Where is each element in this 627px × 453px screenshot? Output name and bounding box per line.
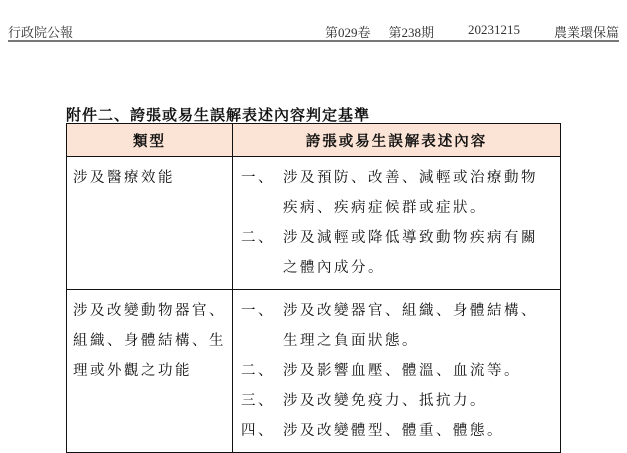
document-title: 附件二、誇張或易生誤解表述內容判定基準 bbox=[66, 106, 371, 124]
item-text: 涉及減輕或降低導致動物疾病有關之體內成分。 bbox=[283, 230, 538, 276]
type-cell: 涉及改變動物器官、組織、身體結構、生理或外觀之功能 bbox=[67, 290, 233, 453]
section: 農業環保篇 bbox=[553, 25, 619, 40]
criteria-table bbox=[66, 123, 561, 453]
item-text: 涉及影響血壓、體溫、血流等。 bbox=[283, 363, 521, 379]
column-header: 誇張或易生誤解表述內容 bbox=[233, 124, 561, 157]
list-item bbox=[241, 356, 552, 386]
issue: 第238期 bbox=[388, 25, 434, 40]
column-header: 類型 bbox=[67, 124, 233, 157]
type-cell: 涉及醫療效能 bbox=[67, 157, 233, 290]
table-row bbox=[67, 290, 561, 453]
list-item bbox=[241, 223, 552, 283]
item-text: 涉及改變免疫力、抵抗力。 bbox=[283, 393, 487, 409]
item-number: 二、 bbox=[241, 230, 275, 246]
item-number: 二、 bbox=[241, 363, 275, 379]
item-number: 三、 bbox=[241, 393, 275, 409]
item-number: 一、 bbox=[241, 303, 275, 319]
list-item bbox=[241, 386, 552, 416]
list-item bbox=[241, 296, 552, 356]
date: 20231215 bbox=[467, 22, 520, 37]
content-cell bbox=[233, 157, 561, 290]
item-number: 四、 bbox=[241, 423, 275, 439]
content-cell bbox=[233, 290, 561, 453]
list-item bbox=[241, 163, 552, 223]
volume: 第029卷 bbox=[324, 25, 371, 40]
table-header-row bbox=[67, 124, 561, 157]
page-header bbox=[8, 22, 619, 42]
item-number: 一、 bbox=[241, 170, 275, 186]
item-text: 涉及預防、改善、減輕或治療動物疾病、疾病症候群或症狀。 bbox=[283, 170, 538, 216]
table-row bbox=[67, 157, 561, 290]
item-text: 涉及改變體型、體重、體態。 bbox=[283, 423, 504, 439]
list-item bbox=[241, 416, 552, 446]
publisher: 行政院公報 bbox=[8, 25, 74, 40]
item-text: 涉及改變器官、組織、身體結構、生理之負面狀態。 bbox=[283, 303, 538, 349]
